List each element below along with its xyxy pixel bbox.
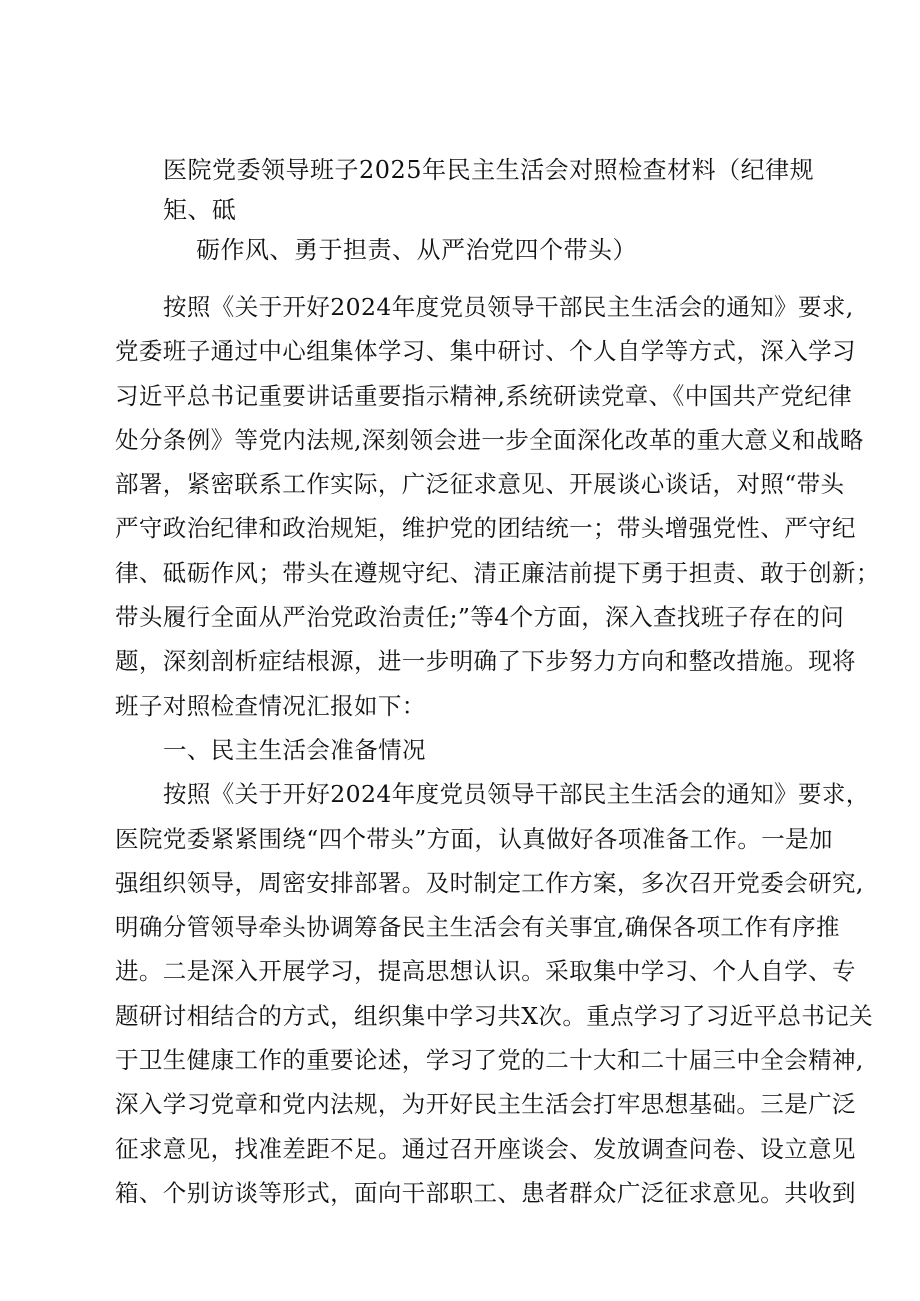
intro-line: 班子对照检查情况汇报如下： [115,691,426,720]
intro-line: 严守政治纪律和政治规矩，维护党的团结统一；带头增强党性、严守纪 [115,514,856,543]
section-line: 强组织领导，周密安排部署。及时制定工作方案，多次召开党委会研究, [115,868,864,897]
intro-line: 律、砥砺作风；带头在遵规守纪、清正廉洁前提下勇于担责、敢于创新； [115,558,880,587]
title-line-2: 砺作风、勇于担责、从严治党四个带头） [196,236,637,264]
title-line-1: 医院党委领导班子2025年民主生活会对照检查材料（纪律规矩、砥 [163,156,815,224]
intro-line: 习近平总书记重要讲话重要指示精神,系统研读党章、《中国共产党纪律 [115,381,853,410]
intro-line: 党委班子通过中心组集体学习、集中研讨、个人自学等方式，深入学习 [115,337,856,366]
document-body [115,285,880,1215]
intro-line: 处分条例》等党内法规,深刻领会进一步全面深化改革的重大意义和战略 [115,425,864,454]
intro-line: 带头履行全面从严治党政治责任;”等4个方面，深入查找班子存在的问 [115,603,845,632]
section-line: 征求意见，找准差距不足。通过召开座谈会、发放调查问卷、设立意见 [115,1134,856,1163]
section-line: 于卫生健康工作的重要论述，学习了党的二十大和二十届三中全会精神, [115,1046,864,1075]
section-line: 题研讨相结合的方式，组织集中学习共X次。重点学习了习近平总书记关 [115,1001,874,1030]
intro-line: 题，深刻剖析症结根源，进一步明确了下步努力方向和整改措施。现将 [115,647,856,676]
section-line: 箱、个别访谈等形式，面向干部职工、患者群众广泛征求意见。共收到 [115,1178,856,1207]
intro-line: 按照《关于开好2024年度党员领导干部民主生活会的通知》要求, [163,293,854,321]
section-line: 明确分管领导牵头协调筹备民主生活会有关事宜,确保各项工作有序推 [115,913,840,942]
section-line: 进。二是深入开展学习，提高思想认识。采取集中学习、个人自学、专 [115,957,856,986]
section-line: 按照《关于开好2024年度党员领导干部民主生活会的通知》要求， [163,780,870,809]
document-title [163,150,863,270]
section-heading: 一、民主生活会准备情况 [163,735,426,764]
intro-line: 部署，紧密联系工作实际，广泛征求意见、开展谈心谈话，对照“带头 [115,470,845,499]
section-line: 医院党委紧紧围绕“四个带头”方面，认真做好各项准备工作。一是加 [115,824,833,853]
section-line: 深入学习党章和党内法规，为开好民主生活会打牢思想基础。三是广泛 [115,1090,856,1119]
